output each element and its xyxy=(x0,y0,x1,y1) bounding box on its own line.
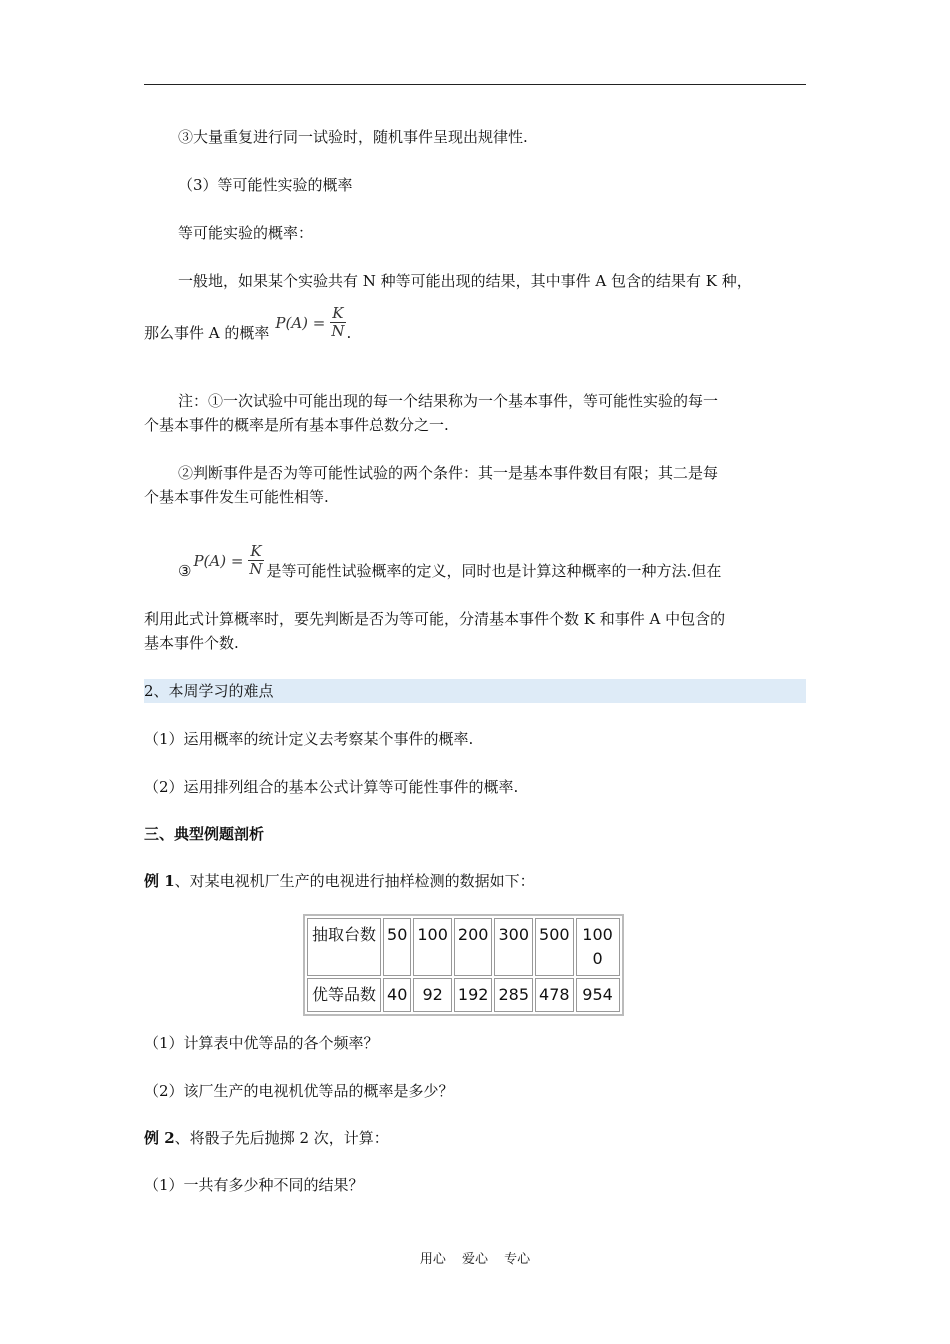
text-line: 利用此式计算概率时，要先判断是否为等可能，分清基本事件个数 K 和事件 A 中包含的 xyxy=(144,610,726,628)
table-cell: 优等品数 xyxy=(307,978,381,1012)
text-line: （1）一共有多少种不同的结果？ xyxy=(144,1176,364,1194)
text-line: （1）运用概率的统计定义去考察某个事件的概率. xyxy=(144,730,474,748)
text-line: 那么事件 A 的概率 xyxy=(144,324,270,342)
example-label: 例 1 xyxy=(144,872,175,890)
subheading: （3）等可能性实验的概率 xyxy=(178,176,353,194)
text-line: ③ xyxy=(178,562,192,580)
example-label: 例 2 xyxy=(144,1129,175,1147)
formula-fraction xyxy=(329,305,346,340)
table-cell: 40 xyxy=(383,978,411,1012)
formula-numerator: K xyxy=(332,304,344,322)
table-cell: 200 xyxy=(454,918,493,976)
example-line xyxy=(144,1127,814,1149)
text-line: 等可能实验的概率： xyxy=(178,224,314,242)
text-line: 个基本事件发生可能性相等. xyxy=(144,488,329,506)
sampling-table xyxy=(303,914,624,1016)
table-row xyxy=(307,978,620,1012)
table-cell: 抽取台数 xyxy=(307,918,381,976)
text-line-with-formula xyxy=(144,300,814,344)
text-line: ②判断事件是否为等可能性试验的两个条件：其一是基本事件数目有限；其二是每 xyxy=(178,464,719,482)
table-cell: 50 xyxy=(383,918,411,976)
table-cell: 285 xyxy=(494,978,533,1012)
text-line: ③大量重复进行同一试验时，随机事件呈现出规律性. xyxy=(178,128,528,146)
formula-numerator: K xyxy=(250,542,262,560)
table-cell: 92 xyxy=(413,978,452,1012)
table-cell: 954 xyxy=(576,978,620,1012)
text-line: （1）计算表中优等品的各个频率？ xyxy=(144,1034,379,1052)
table-cell: 192 xyxy=(454,978,493,1012)
text-line-end: . xyxy=(346,324,352,342)
table-cell: 1000 xyxy=(576,918,620,976)
text-line: （2）该厂生产的电视机优等品的概率是多少？ xyxy=(144,1082,454,1100)
section-heading: 2、本周学习的难点 xyxy=(144,682,274,700)
example-text: 、对某电视机厂生产的电视进行抽样检测的数据如下： xyxy=(174,872,535,890)
text-line: 注：①一次试验中可能出现的每一个结果称为一个基本事件，等可能性实验的每一 xyxy=(178,392,719,410)
table-row xyxy=(307,918,620,976)
table-cell: 100 xyxy=(413,918,452,976)
page-footer: 用心 爱心 专心 xyxy=(419,1252,531,1267)
formula-fraction xyxy=(247,543,264,578)
text-line-with-formula xyxy=(178,532,848,582)
example-text: 、将骰子先后抛掷 2 次，计算： xyxy=(174,1129,389,1147)
probability-formula xyxy=(193,543,264,578)
text-line: 一般地，如果某个实验共有 N 种等可能出现的结果，其中事件 A 包含的结果有 K 种， xyxy=(178,272,752,290)
header-rule xyxy=(144,84,806,85)
text-line: 个基本事件的概率是所有基本事件总数分之一. xyxy=(144,416,449,434)
formula-denominator: N xyxy=(331,322,345,340)
text-line: 基本事件个数. xyxy=(144,634,239,652)
table-cell: 300 xyxy=(494,918,533,976)
formula-lhs: P(A) = xyxy=(193,551,244,570)
section-heading: 三、典型例题剖析 xyxy=(144,825,265,843)
example-line xyxy=(144,870,814,892)
text-line: 是等可能性试验概率的定义，同时也是计算这种概率的一种方法.但在 xyxy=(266,562,722,580)
probability-formula xyxy=(275,305,346,340)
formula-denominator: N xyxy=(249,560,263,578)
table-cell: 500 xyxy=(535,918,574,976)
text-line: （2）运用排列组合的基本公式计算等可能性事件的概率. xyxy=(144,778,519,796)
table-cell: 478 xyxy=(535,978,574,1012)
formula-lhs: P(A) = xyxy=(275,313,326,332)
